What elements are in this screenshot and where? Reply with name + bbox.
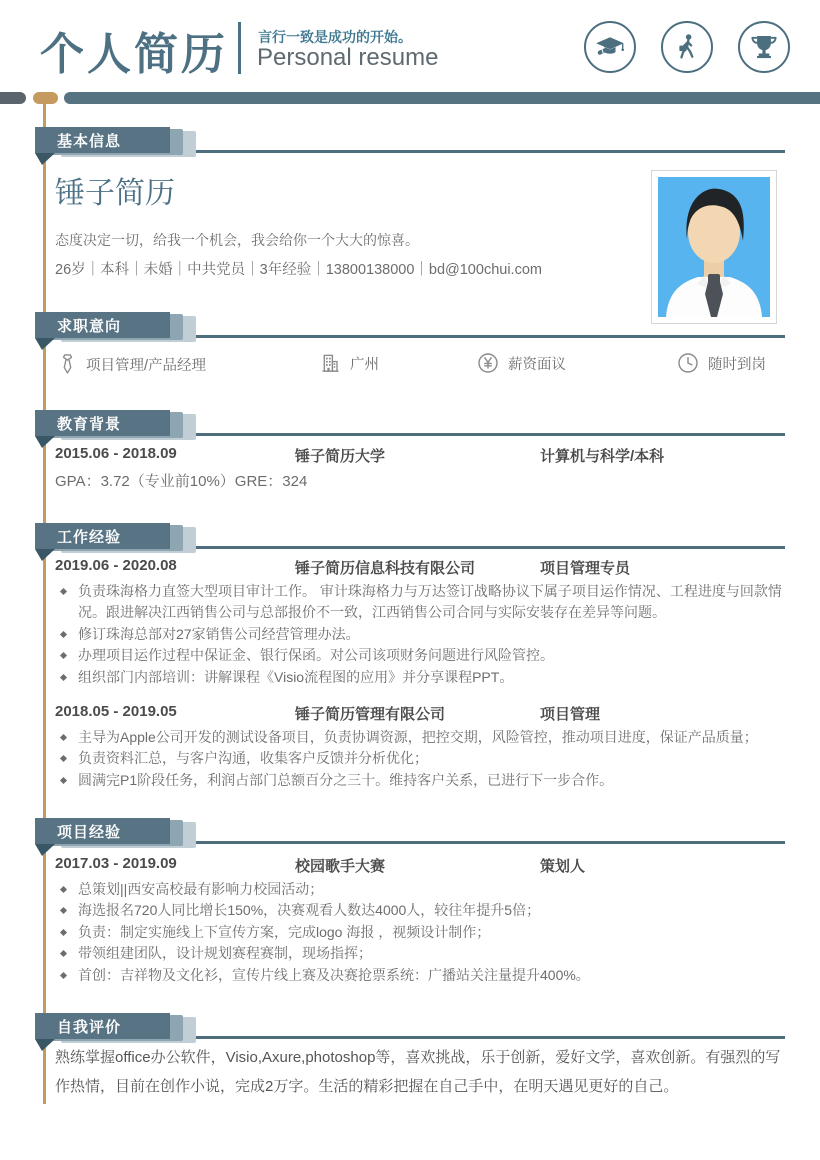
intention-availability <box>677 352 766 374</box>
bullet-item: 海选报名720人同比增长150%，决赛观看人数达4000人，较往年提升5倍； <box>55 900 792 921</box>
tie-icon <box>58 352 77 376</box>
education-school: 锤子简历大学 <box>295 448 386 465</box>
page-title: 个人简历 <box>40 30 228 79</box>
section-label: 项目经验 <box>57 823 122 841</box>
bullet-item: 主导为Apple公司开发的测试设备项目，负责协调资源，把控交期，风险管控，推动项目进度，保证产品质量； <box>55 727 792 748</box>
bullet-item: 负责珠海格力直签大型项目审计工作。 审计珠海格力与万达签订战略协议下属子项目运作情况、工程进度与回款情况。跟进解决江西销售公司与总部报价不一致，江西销售公司合同与实际安装存在差异等问题。 <box>55 581 792 624</box>
education-detail: GPA：3.72（专业前10%）GRE：324 <box>55 473 308 490</box>
bullet-item: 组织部门内部培训：讲解课程《Visio流程图的应用》并分享课程PPT。 <box>55 667 792 688</box>
intention-text: 随时到岗 <box>708 356 766 373</box>
job-period: 2018.05 - 2019.05 <box>55 703 177 720</box>
section-badge-work <box>35 523 170 549</box>
section-label: 工作经验 <box>57 528 122 546</box>
topbar-teal-segment <box>64 92 820 104</box>
intention-text: 薪资面议 <box>508 356 566 373</box>
job-bullets <box>55 581 792 688</box>
bullet-item: 负责资料汇总，与客户沟通，收集客户反馈并分析优化； <box>55 748 792 769</box>
job-role: 项目管理专员 <box>540 560 631 577</box>
topbar-gray-segment <box>0 92 26 104</box>
section-header-project <box>20 818 787 860</box>
intention-salary <box>477 352 566 374</box>
bullet-item: 修订珠海总部对27家销售公司经营管理办法。 <box>55 624 792 645</box>
trophy-icon <box>738 21 790 73</box>
avatar <box>651 170 777 324</box>
ribbon-fold <box>35 338 55 350</box>
bullet-item: 带领组建团队，设计规划赛程赛制，现场指挥； <box>55 943 792 964</box>
bullet-item: 负责：制定实施线上下宣传方案，完成logo 海报 ，视频设计制作； <box>55 922 792 943</box>
section-label: 基本信息 <box>57 132 122 150</box>
bullet-item: 首创：吉祥物及文化衫，宣传片线上赛及决赛抢票系统：广播站关注量提升400%。 <box>55 965 792 986</box>
education-period: 2015.06 - 2018.09 <box>55 445 177 462</box>
gold-vertical-line <box>43 98 46 1104</box>
section-badge-project <box>35 818 170 844</box>
ribbon-fold <box>35 844 55 856</box>
job-header-row <box>55 557 787 578</box>
bullet-item: 总策划||西安高校最有影响力校园活动； <box>55 879 792 900</box>
section-badge-intention <box>35 312 170 338</box>
ribbon-fold <box>35 153 55 165</box>
job-period: 2019.06 - 2020.08 <box>55 557 177 574</box>
header-icons <box>584 21 790 73</box>
section-label: 求职意向 <box>57 317 122 335</box>
section-badge-education <box>35 410 170 436</box>
ribbon-fold <box>35 1039 55 1051</box>
intention-city <box>320 352 379 374</box>
job-header-row <box>55 703 787 724</box>
candidate-name: 锤子简历 <box>55 177 175 210</box>
job-role: 项目管理 <box>540 706 601 723</box>
clock-icon <box>677 352 699 374</box>
education-major: 计算机与科学/本科 <box>540 448 665 465</box>
graduation-cap-icon <box>584 21 636 73</box>
intention-position <box>58 352 206 376</box>
bullet-item: 圆满完P1阶段任务，利润占部门总额百分之三十。维持客户关系，已进行下一步合作。 <box>55 770 792 791</box>
project-bullets <box>55 879 792 986</box>
header-divider <box>238 22 241 74</box>
ribbon-fold <box>35 549 55 561</box>
candidate-tagline: 态度决定一切，给我一个机会，我会给你一个大大的惊喜。 <box>55 232 419 248</box>
intention-row <box>0 352 820 380</box>
project-header-row <box>55 855 787 876</box>
job-bullets <box>55 727 792 791</box>
education-row <box>55 445 787 466</box>
project-period: 2017.03 - 2019.09 <box>55 855 177 872</box>
job-company: 锤子简历管理有限公司 <box>295 706 446 723</box>
section-header-basic <box>20 127 787 169</box>
yen-icon <box>477 352 499 374</box>
building-icon <box>320 352 341 374</box>
header-slogan: 言行一致是成功的开始。 <box>258 29 412 45</box>
walking-businessman-icon <box>661 21 713 73</box>
self-evaluation-text: 熟练掌握office办公软件，Visio,Axure,photoshop等，喜欢挑战，乐于创新，爱好文学，喜欢创新。有强烈的写作热情，目前在创作小说，完成2万字。生活的精彩把握在自己手中，在明天遇见更好的自己。 <box>55 1049 781 1095</box>
header-subtitle: Personal resume <box>257 44 439 71</box>
candidate-info-line: 26岁｜本科｜未婚｜中共党员｜3年经验｜13800138000｜bd@100chui.com <box>55 262 542 278</box>
ribbon-fold <box>35 436 55 448</box>
intention-text: 项目管理/产品经理 <box>86 357 207 374</box>
project-name: 校园歌手大赛 <box>295 858 386 875</box>
intention-text: 广州 <box>350 356 379 373</box>
section-label: 自我评价 <box>57 1018 122 1036</box>
section-label: 教育背景 <box>57 415 122 433</box>
project-role: 策划人 <box>540 858 586 875</box>
job-company: 锤子简历信息科技有限公司 <box>295 560 476 577</box>
section-badge-basic <box>35 127 170 153</box>
bullet-item: 办理项目运作过程中保证金、银行保函。对公司该项财务问题进行风险管控。 <box>55 645 792 666</box>
section-badge-self <box>35 1013 170 1039</box>
